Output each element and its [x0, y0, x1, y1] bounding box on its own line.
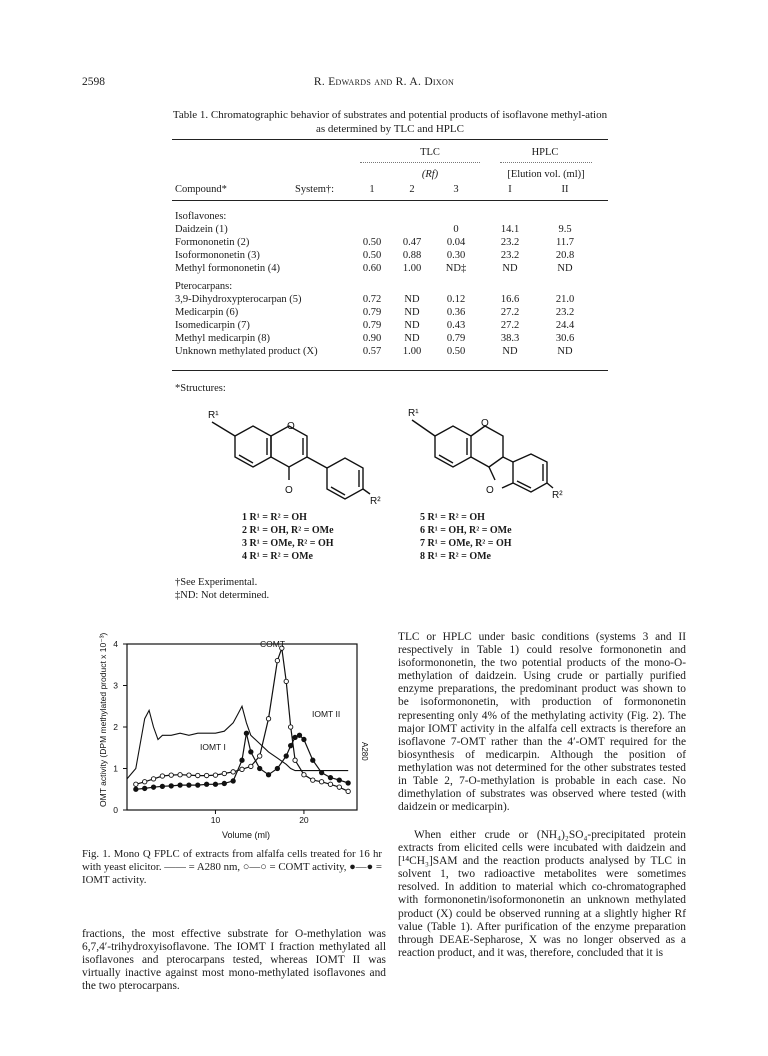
iomt-point	[231, 779, 235, 783]
table-cell: 0.50	[362, 250, 382, 261]
iomt-point	[169, 784, 173, 788]
col-I: I	[508, 184, 512, 195]
comt-point	[337, 785, 341, 789]
table-cell: 0.43	[446, 320, 466, 331]
table-cell: 20.8	[555, 250, 575, 261]
table-sub-hplc: [Elution vol. (ml)]	[507, 169, 585, 180]
structure-label: 7 R¹ = OMe, R² = OH	[420, 538, 512, 549]
table-cell: ND	[502, 346, 518, 357]
tlc-divider	[360, 162, 480, 163]
table-cell: 0.50	[362, 237, 382, 248]
table-cell: 0.88	[402, 250, 422, 261]
chemical-structures	[190, 400, 620, 510]
table-cell: 0.57	[362, 346, 382, 357]
table-cell: ND	[404, 320, 420, 331]
comt-point	[213, 773, 217, 777]
y-tick-label: 0	[113, 805, 118, 815]
y-tick-label: 2	[113, 722, 118, 732]
col-system: System†:	[295, 184, 335, 195]
comt-point	[196, 773, 200, 777]
footnote-experimental: †See Experimental.	[175, 577, 258, 588]
table-row-compound: Methyl medicarpin (8)	[175, 333, 271, 344]
isoflavone-structure	[208, 410, 381, 507]
comt-point	[257, 754, 261, 758]
table-cell: 1.00	[402, 346, 422, 357]
iomt-point	[302, 737, 306, 741]
r2-label-pterocarpan: R²	[552, 490, 563, 501]
table-cell: 0	[453, 224, 459, 235]
y2-axis-label: A280	[360, 742, 369, 761]
comt-point	[178, 773, 182, 777]
table-cell: 27.2	[500, 320, 520, 331]
table-cell: 1.00	[402, 263, 422, 274]
iomt-point	[244, 731, 248, 735]
iomt-point	[297, 733, 301, 737]
table-row-compound: Medicarpin (6)	[175, 307, 239, 318]
r1-label-pterocarpan: R¹	[408, 408, 419, 419]
x-tick-label: 20	[299, 815, 309, 825]
pterocarpan-labels	[420, 511, 512, 563]
iomt-point	[151, 785, 155, 789]
table-header-rule	[172, 200, 608, 201]
comt-point	[311, 778, 315, 782]
r2-label: R²	[370, 496, 381, 507]
comt-point	[142, 780, 146, 784]
footnote-not-determined: ‡ND: Not determined.	[175, 590, 270, 601]
iomt-point	[204, 782, 208, 786]
table-caption: Table 1. Chromatographic behavior of substrates and potential products of isoflavone methyl-ation as determined by TLC and HPLC	[172, 109, 608, 135]
iomt-point	[257, 766, 261, 770]
comt-point	[231, 770, 235, 774]
table-bottom-rule	[172, 370, 608, 371]
table-cell: 0.90	[362, 333, 382, 344]
iomt-point	[311, 758, 315, 762]
structures-note: *Structures:	[175, 383, 226, 394]
comt-point	[328, 782, 332, 786]
iomt-point	[284, 754, 288, 758]
comt-point	[187, 773, 191, 777]
table-cell: 38.3	[500, 333, 520, 344]
iomt-point	[275, 766, 279, 770]
left-column-paragraph: fractions, the most effective substrate for O-methylation was 6,7,4′-trihydroxyisoflavone. The IOMT I fraction methylated all isoflavones and pterocarpans tested, whereas IOMT II was virtually inactive against most mono-methylated isoflavones and the two pterocarpans.	[82, 928, 386, 993]
table-cell: 16.6	[500, 294, 520, 305]
y-axis-label: OMT activity (DPM methylated product x 10⁻³)	[98, 632, 108, 807]
comt-point	[160, 774, 164, 778]
x-axis-label: Volume (ml)	[222, 830, 271, 840]
col-3: 3	[453, 184, 459, 195]
table-cell: ND	[404, 333, 420, 344]
page-number: 2598	[82, 76, 105, 88]
comt-point	[293, 758, 297, 762]
structure-label: 1 R¹ = R² = OH	[242, 512, 307, 523]
table-cell: 24.4	[555, 320, 575, 331]
table-cell: 30.6	[555, 333, 575, 344]
comt-point	[169, 773, 173, 777]
annotation-comt: COMT	[260, 639, 286, 649]
x-tick-label: 10	[210, 815, 221, 825]
table-cell: 21.0	[555, 294, 575, 305]
table-section-title: Isoflavones:	[175, 211, 227, 222]
comt-point	[240, 767, 244, 771]
structure-label: 3 R¹ = OMe, R² = OH	[242, 538, 334, 549]
comt-point	[288, 725, 292, 729]
comt-point	[275, 658, 279, 662]
table-cell: ND‡	[445, 263, 467, 274]
table-cell: ND	[502, 263, 518, 274]
carbonyl-oxygen-label: O	[285, 485, 293, 496]
table-cell: 0.79	[362, 320, 382, 331]
pterocarpan-oxygen-label-2: O	[486, 485, 494, 496]
ring-oxygen-label: O	[287, 421, 295, 432]
table-cell: 23.2	[500, 237, 520, 248]
isoflavone-labels	[242, 511, 334, 563]
iomt-point	[346, 781, 350, 785]
table-cell: ND	[557, 346, 573, 357]
iomt-point	[213, 782, 217, 786]
iomt-point	[328, 775, 332, 779]
table-cell: 23.2	[555, 307, 575, 318]
table-cell: 14.1	[500, 224, 520, 235]
pterocarpan-structure	[408, 408, 563, 501]
iomt-point	[222, 781, 226, 785]
table-cell: 23.2	[500, 250, 520, 261]
comt-point	[151, 777, 155, 781]
table-row-compound: Formononetin (2)	[175, 237, 250, 248]
iomt-point	[187, 783, 191, 787]
table-cell: 0.50	[446, 346, 466, 357]
annotation-iomt-ii: IOMT II	[312, 709, 341, 719]
table-cell: 0.47	[402, 237, 422, 248]
iomt-point	[293, 735, 297, 739]
comt-point	[134, 782, 138, 786]
table-cell: 0.04	[446, 237, 466, 248]
comt-point	[222, 771, 226, 775]
table-sub-tlc: (Rf)	[421, 169, 439, 180]
y-tick-label: 4	[113, 639, 118, 649]
col-1: 1	[369, 184, 375, 195]
col-2: 2	[409, 184, 415, 195]
structure-label: 8 R¹ = R² = OMe	[420, 551, 491, 562]
table-cell: ND	[404, 294, 420, 305]
comt-point	[302, 773, 306, 777]
iomt-point	[196, 783, 200, 787]
comt-point	[266, 717, 270, 721]
table-cell: 0.79	[362, 307, 382, 318]
figure-1-chart	[82, 632, 382, 847]
r1-label: R¹	[208, 410, 219, 421]
table-cell: 0.30	[446, 250, 466, 261]
iomt-point	[337, 778, 341, 782]
running-head: R. Edwards and R. A. Dixon	[313, 76, 455, 88]
right-column-paragraph-1: TLC or HPLC under basic conditions (systems 3 and II respectively in Table 1) could resolve formononetin and isoformononetin, the two potential products of the mono-O-methylation of daidzein. Using crude or partially purified enzyme preparations, the predominant product was shown to be isoformononetin, with production of formononetin representing only 4% of the methylating activity (Fig. 2). The major IOMT activity in the alfalfa cell extracts is therefore an isoflavone 7-OMT rather than the 4′-OMT required for the biosynthesis of medicarpin. Although the position of methylation was not determined for the other substrates tested in Table 2, 7-O-methylation is probable in each case. No dimethylation of substrates was observed where tested (with daidzein or medicarpin).	[398, 631, 686, 814]
chart-series	[127, 646, 350, 794]
table-group-hplc: HPLC	[531, 147, 559, 158]
pterocarpan-oxygen-label: O	[481, 418, 489, 429]
y-tick-label: 1	[113, 763, 118, 774]
structure-label: 2 R¹ = OH, R² = OMe	[242, 525, 334, 536]
iomt-point	[249, 750, 253, 754]
table-cell: 27.2	[500, 307, 520, 318]
col-II: II	[561, 184, 569, 195]
table-cell: 0.12	[446, 294, 466, 305]
annotation-iomt-i: IOMT I	[200, 742, 226, 752]
right-column-paragraph-2: When either crude or (NH₄)₂SO₄-precipitated protein extracts from elicited cells were incubated with daidzein and [¹⁴CH₃]SAM and the reaction products analysed by TLC in solvent 1, two radioactive metabolites were sometimes resolved. In addition to material which co-chromatographed with formononetin/isoformononetin an unknown methylated product (X) could be observed running at a slightly higher Rf value (Table 1). After purification of the enzyme preparation through DEAE-Sepharose, X was no longer observed as a reaction product, and it was, therefore, concluded that it is	[398, 829, 686, 959]
table-cell: 0.36	[446, 307, 466, 318]
table-top-rule	[172, 139, 608, 140]
structure-label: 4 R¹ = R² = OMe	[242, 551, 313, 562]
comt-point	[204, 773, 208, 777]
table-row-compound: Isoformononetin (3)	[175, 250, 260, 261]
structure-label: 6 R¹ = OH, R² = OMe	[420, 525, 512, 536]
table-cell: 0.60	[362, 263, 382, 274]
table-cell: 9.5	[558, 224, 572, 235]
comt-point	[284, 679, 288, 683]
iomt-point	[142, 786, 146, 790]
comt-point	[319, 780, 323, 784]
table-cell: ND	[557, 263, 573, 274]
table-row-compound: Methyl formononetin (4)	[175, 263, 280, 274]
table-cell: 0.79	[446, 333, 466, 344]
table-section-title: Pterocarpans:	[175, 281, 233, 292]
iomt-point	[240, 758, 244, 762]
table-row-compound: Daidzein (1)	[175, 224, 228, 235]
table-row-compound: Isomedicarpin (7)	[175, 320, 250, 331]
table-cell: 11.7	[556, 237, 574, 248]
col-compound: Compound*	[175, 184, 227, 195]
iomt-point	[178, 783, 182, 787]
iomt-point	[288, 743, 292, 747]
comt-point	[346, 789, 350, 793]
y-tick-label: 3	[113, 680, 118, 691]
table-row-compound: Unknown methylated product (X)	[175, 346, 318, 357]
iomt-point	[266, 773, 270, 777]
table-row-compound: 3,9-Dihydroxypterocarpan (5)	[175, 294, 302, 305]
iomt-point	[134, 787, 138, 791]
comt-point	[249, 764, 253, 768]
table-cell: ND	[404, 307, 420, 318]
structure-label: 5 R¹ = R² = OH	[420, 512, 485, 523]
figure-1-caption: Fig. 1. Mono Q FPLC of extracts from alfalfa cells treated for 16 hr with yeast elicitor. —— = A280 nm, ○—○ = COMT activity, ●—● = IOMT activity.	[82, 848, 382, 886]
hplc-divider	[500, 162, 592, 163]
table-group-tlc: TLC	[420, 147, 440, 158]
table-cell: 0.72	[362, 294, 382, 305]
iomt-point	[160, 784, 164, 788]
